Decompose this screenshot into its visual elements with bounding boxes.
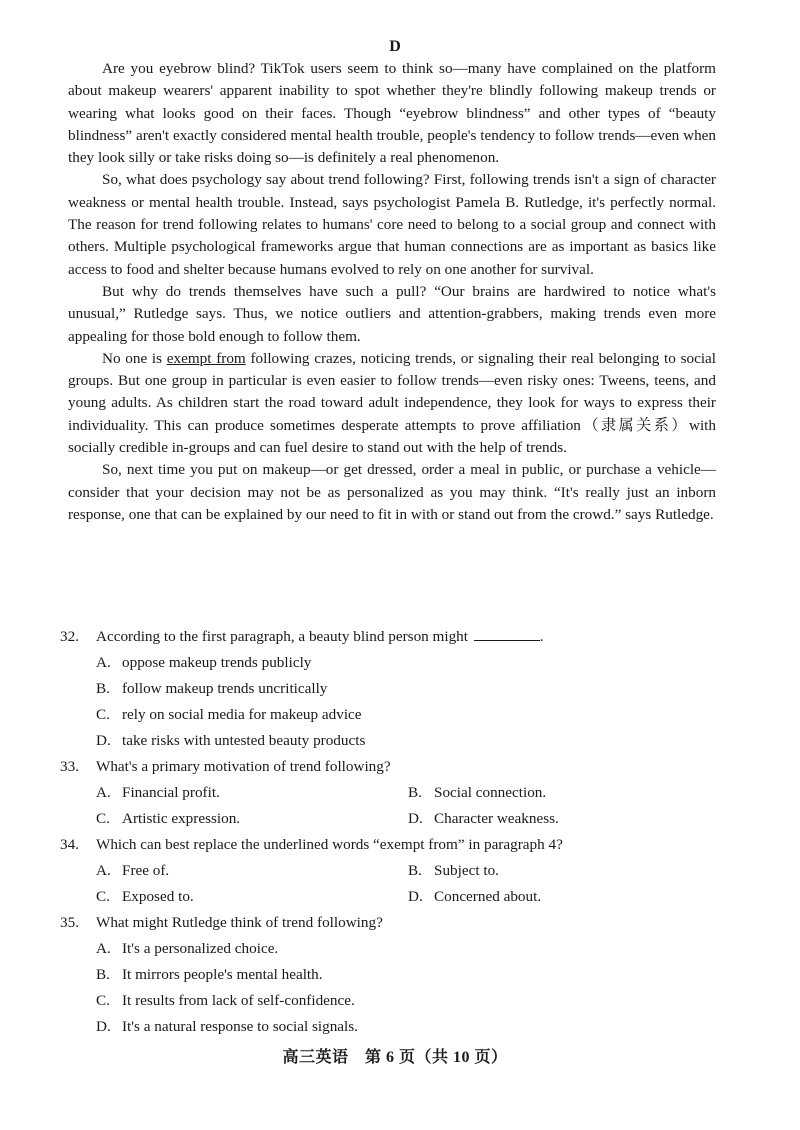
- reading-passage: [68, 58, 716, 526]
- option-text: Financial profit.: [122, 784, 220, 801]
- question-number: 33.: [60, 758, 79, 775]
- stem-period: .: [539, 628, 544, 645]
- paragraph-5: So, next time you put on makeup—or get dressed, order a meal in public, or purchase a vehicle—consider that your decision may not be as personalized as you may think. “It's really just an inborn response, one that can be explained by our need to fit in with or stand out from the crowd.” says Rutledge.: [68, 461, 716, 523]
- question-33: [60, 754, 720, 832]
- option-text: take risks with untested beauty products: [122, 732, 366, 749]
- answer-blank: [474, 626, 540, 641]
- option-d[interactable]: [408, 884, 720, 910]
- option-text: Character weakness.: [434, 810, 559, 827]
- paragraph-4-rest: following crazes, noticing trends, or signaling their real belonging to social groups. But one group in particular is even easier to follow trends—even risky ones: Tweens, teens, and young adults. As children start the road toward adult independence, they look for ways to express their individuality. This can produce sometimes desperate attempts to prove affiliation（隶属关系）with socially credible in-groups and can fuel desire to stand out with the help of trends.: [68, 349, 717, 457]
- question-number: 32.: [60, 628, 79, 645]
- option-d[interactable]: [408, 806, 720, 832]
- section-heading: D: [389, 38, 401, 55]
- option-b[interactable]: [408, 858, 720, 884]
- underlined-phrase: exempt from: [166, 349, 246, 367]
- option-letter: D.: [408, 888, 423, 905]
- question-35: [60, 910, 720, 1040]
- option-c[interactable]: [96, 884, 408, 910]
- question-text: According to the first paragraph, a beauty blind person might: [96, 628, 468, 645]
- paragraph-4: [68, 348, 716, 459]
- option-letter: B.: [408, 784, 422, 801]
- option-a[interactable]: [60, 936, 720, 962]
- option-text: Exposed to.: [122, 888, 194, 905]
- option-a[interactable]: [96, 780, 408, 806]
- option-b[interactable]: [60, 676, 720, 702]
- option-c[interactable]: [60, 988, 720, 1014]
- option-letter: C.: [96, 810, 110, 827]
- option-letter: B.: [408, 862, 422, 879]
- option-d[interactable]: [60, 1014, 720, 1040]
- option-letter: D.: [96, 1018, 111, 1035]
- option-text: It results from lack of self-confidence.: [122, 992, 355, 1009]
- option-text: It's a personalized choice.: [122, 940, 279, 957]
- question-stem: [60, 832, 720, 858]
- question-number: 35.: [60, 914, 79, 931]
- option-letter: B.: [96, 680, 110, 697]
- paragraph-3: But why do trends themselves have such a pull? “Our brains are hardwired to notice what's unusual,” Rutledge says. Thus, we notice outliers and attention-grabbers, making trends even more appealing for those bold enough to follow them.: [68, 282, 716, 345]
- question-stem: [60, 754, 720, 780]
- question-text: Which can best replace the underlined words “exempt from” in paragraph 4?: [96, 836, 563, 853]
- option-text: Concerned about.: [434, 888, 542, 905]
- question-number: 34.: [60, 836, 79, 853]
- option-row: [60, 858, 720, 884]
- option-letter: D.: [96, 732, 111, 749]
- option-letter: B.: [96, 966, 110, 983]
- option-text: Subject to.: [434, 862, 499, 879]
- question-text: What might Rutledge think of trend following?: [96, 914, 383, 931]
- paragraph-4-start: No one is: [102, 349, 167, 367]
- question-32: [60, 624, 720, 754]
- option-letter: A.: [96, 862, 111, 879]
- option-row: [60, 806, 720, 832]
- option-letter: A.: [96, 654, 111, 671]
- option-text: It mirrors people's mental health.: [122, 966, 323, 983]
- question-stem: [60, 910, 720, 936]
- option-letter: A.: [96, 784, 111, 801]
- option-letter: D.: [408, 810, 423, 827]
- paragraph-1: Are you eyebrow blind? TikTok users seem to think so—many have complained on the platform about makeup wearers' apparent inability to spot whether they're blindly following makeup trends or wearing what looks good on their faces. Though “eyebrow blindness” and other types of “beauty blindness” aren't exactly considered mental health trouble, people's tendency to follow trends—even when they look silly or take risks doing so—is definitely a real phenomenon.: [68, 60, 716, 167]
- option-c[interactable]: [60, 702, 720, 728]
- option-text: oppose makeup trends publicly: [122, 654, 312, 671]
- option-text: Free of.: [122, 862, 170, 879]
- option-row: [60, 780, 720, 806]
- option-row: [60, 884, 720, 910]
- question-stem: [60, 624, 720, 650]
- question-list: [60, 624, 720, 1040]
- option-letter: C.: [96, 888, 110, 905]
- option-text: follow makeup trends uncritically: [122, 680, 328, 697]
- option-b[interactable]: [408, 780, 720, 806]
- option-b[interactable]: [60, 962, 720, 988]
- option-text: Artistic expression.: [122, 810, 241, 827]
- option-text: rely on social media for makeup advice: [122, 706, 362, 723]
- question-34: [60, 832, 720, 910]
- option-d[interactable]: [60, 728, 720, 754]
- option-c[interactable]: [96, 806, 408, 832]
- option-a[interactable]: [60, 650, 720, 676]
- option-text: It's a natural response to social signals.: [122, 1018, 358, 1035]
- option-letter: C.: [96, 706, 110, 723]
- paragraph-2: So, what does psychology say about trend following? First, following trends isn't a sign of character weakness or mental health trouble. Instead, says psychologist Pamela B. Rutledge, it's perfectly normal. The reason for trend following relates to humans' core need to belong to a social group and connect with others. Multiple psychological frameworks argue that human connections are as important as basics like access to food and shelter because humans evolved to rely on one another for survival.: [68, 171, 716, 278]
- option-text: Social connection.: [434, 784, 547, 801]
- page-footer: 高三英语 第 6 页（共 10 页）: [282, 1049, 508, 1066]
- option-letter: A.: [96, 940, 111, 957]
- option-letter: C.: [96, 992, 110, 1009]
- option-a[interactable]: [96, 858, 408, 884]
- question-text: What's a primary motivation of trend following?: [96, 758, 391, 775]
